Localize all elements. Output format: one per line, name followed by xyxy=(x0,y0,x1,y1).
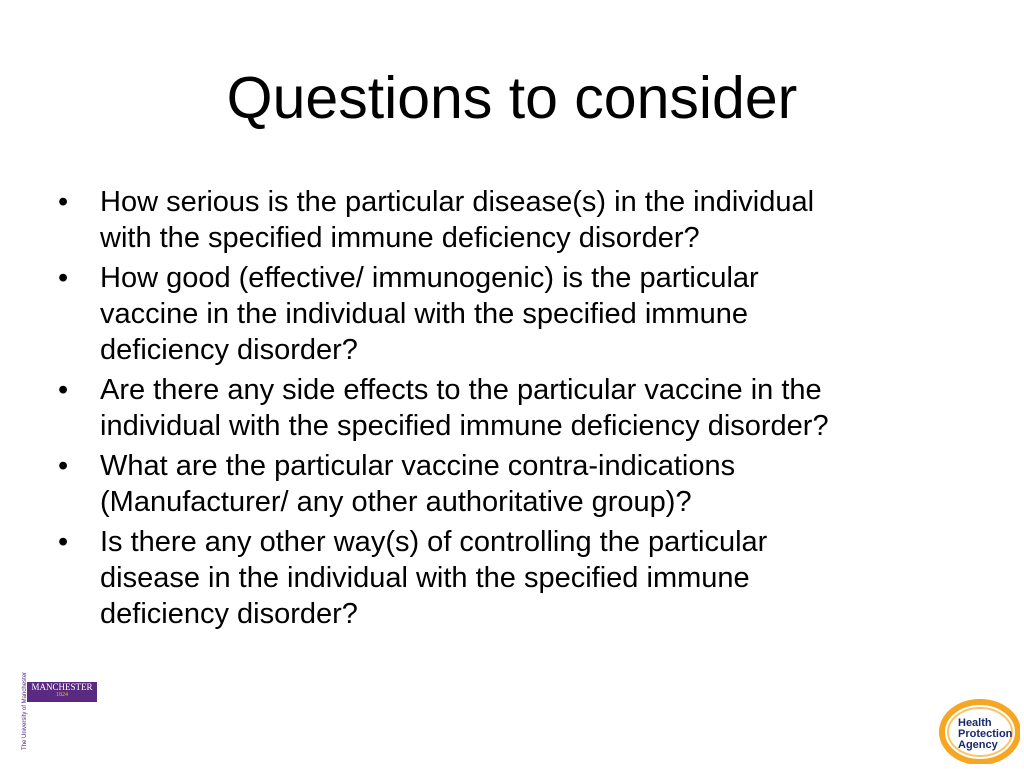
bullet-line: vaccine in the individual with the specified immune xyxy=(100,298,749,330)
bullet-line: disease in the individual with the specified immune xyxy=(100,562,750,594)
bullet-line: (Manufacturer/ any other authoritative group)? xyxy=(100,486,692,518)
bullet-line: deficiency disorder? xyxy=(100,598,358,630)
bullet-line: Are there any side effects to the particular vaccine in the xyxy=(100,374,822,406)
bullet-dot-icon: • xyxy=(58,526,69,558)
hpa-line: Agency xyxy=(958,739,998,751)
bullet-dot-icon: • xyxy=(58,262,69,294)
bullet-text xyxy=(100,260,978,368)
bullet-text xyxy=(100,184,978,256)
bullet-item xyxy=(58,184,978,256)
bullet-line: with the specified immune deficiency disorder? xyxy=(100,222,700,254)
slide-title: Questions to consider xyxy=(226,65,798,131)
bullet-dot-icon: • xyxy=(58,374,69,406)
manchester-year: 1824 xyxy=(56,692,68,698)
bullet-item xyxy=(58,372,978,444)
bullet-line: deficiency disorder? xyxy=(100,334,358,366)
bullet-text xyxy=(100,448,978,520)
health-protection-agency-logo xyxy=(938,698,1020,764)
bullet-item xyxy=(58,448,978,520)
bullet-text xyxy=(100,372,978,444)
bullet-dot-icon: • xyxy=(58,450,69,482)
bullet-line: How serious is the particular disease(s) in the individual xyxy=(100,186,815,218)
bullet-line: What are the particular vaccine contra-indications xyxy=(100,450,736,482)
university-of-manchester-logo xyxy=(12,671,93,752)
hpa-line: Health xyxy=(958,717,992,729)
manchester-name: MANCHESTER xyxy=(31,682,93,692)
hpa-wordmark xyxy=(958,718,1018,751)
bullet-line: individual with the specified immune deficiency disorder? xyxy=(100,410,829,442)
bullet-text xyxy=(100,524,978,632)
bullet-item xyxy=(58,524,978,632)
bullet-item xyxy=(58,260,978,368)
hpa-line: Protection xyxy=(958,728,1013,740)
manchester-vertical-text: The University of Manchester xyxy=(22,671,28,750)
manchester-wordmark xyxy=(27,682,97,702)
bullet-line: How good (effective/ immunogenic) is the particular xyxy=(100,262,759,294)
bullet-line: Is there any other way(s) of controlling the particular xyxy=(100,526,768,558)
bullet-list xyxy=(58,184,978,636)
bullet-dot-icon: • xyxy=(58,186,69,218)
